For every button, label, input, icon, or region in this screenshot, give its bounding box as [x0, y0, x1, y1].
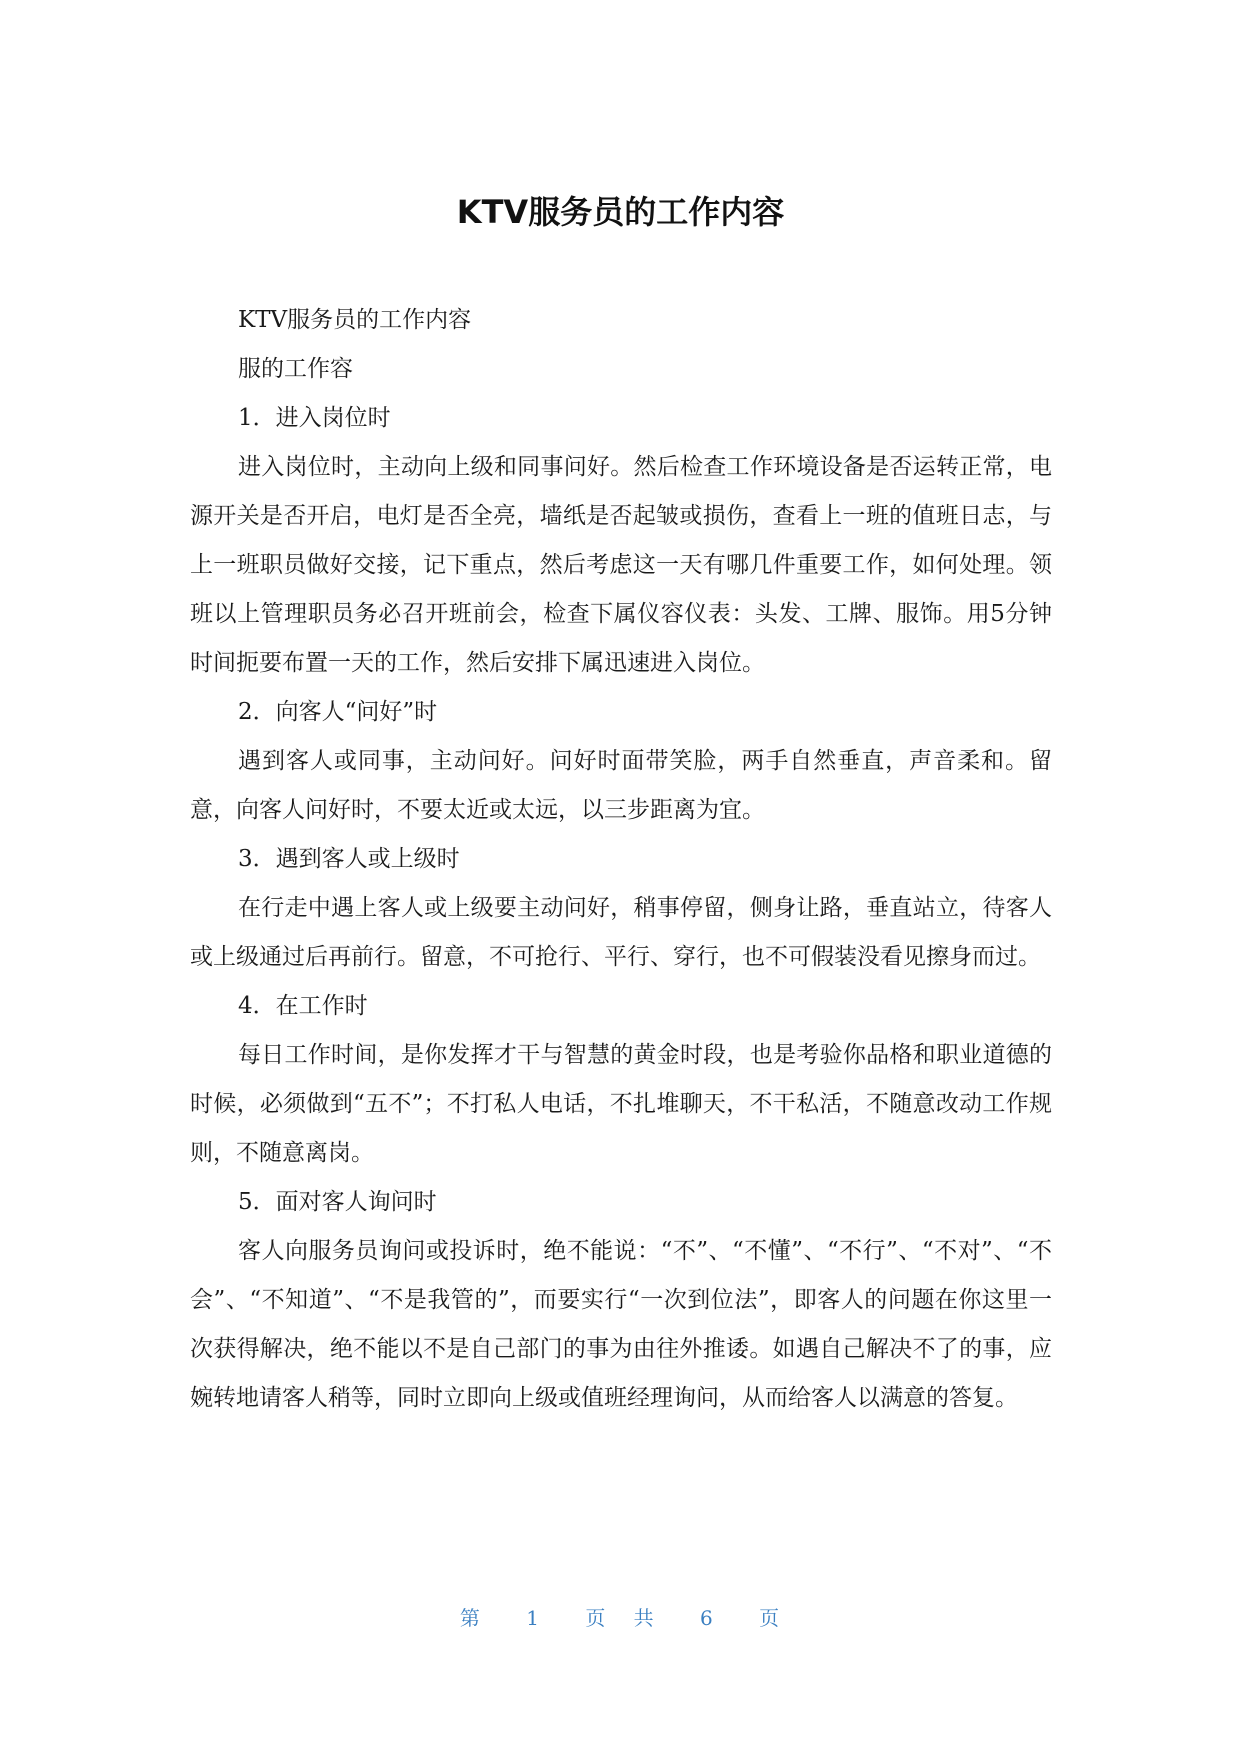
document-body	[190, 296, 1052, 1423]
section-body-5: 客人向服务员询问或投诉时，绝不能说：“不”、“不懂”、“不行”、“不对”、“不会”、“不知道”、“不是我管的”，而要实行“一次到位法”，即客人的问题在你这里一次获得解决，绝不能以不是自己部门的事为由往外推诿。如遇自己解决不了的事，应婉转地请客人稍等，同时立即向上级或值班经理询问，从而给客人以满意的答复。	[190, 1238, 1052, 1411]
paragraph-subheading: 服的工作容	[238, 356, 353, 382]
footer-label-pages: 页	[759, 1606, 782, 1630]
section-heading-3: 3．遇到客人或上级时	[238, 846, 460, 872]
section-body-1: 进入岗位时，主动向上级和同事问好。然后检查工作环境设备是否运转正常，电源开关是否开启，电灯是否全亮，墙纸是否起皱或损伤，查看上一班的值班日志，与上一班职员做好交接，记下重点，然后考虑这一天有哪几件重要工作，如何处理。领班以上管理职员务必召开班前会，检查下属仪容仪表：头发、工牌、服饰。用5分钟时间扼要布置一天的工作，然后安排下属迅速进入岗位。	[190, 454, 1052, 676]
page-footer	[0, 1603, 1241, 1633]
section-heading-1: 1．进入岗位时	[238, 405, 391, 431]
section-body-4: 每日工作时间，是你发挥才干与智慧的黄金时段，也是考验你品格和职业道德的时候，必须做到“五不”；不打私人电话，不扎堆聊天，不干私活，不随意改动工作规则，不随意离岗。	[190, 1042, 1052, 1166]
footer-label-page: 第	[459, 1606, 482, 1630]
section-heading-4: 4．在工作时	[238, 993, 368, 1019]
section-heading-5: 5．面对客人询问时	[238, 1189, 437, 1215]
paragraph-doc-heading: KTV服务员的工作内容	[238, 307, 472, 333]
section-body-2: 遇到客人或同事，主动问好。问好时面带笑脸，两手自然垂直，声音柔和。留意，向客人问好时，不要太近或太远，以三步距离为宜。	[190, 748, 1052, 823]
section-heading-2: 2．向客人“问好”时	[238, 699, 438, 725]
section-body-3: 在行走中遇上客人或上级要主动问好，稍事停留，侧身让路，垂直站立，待客人或上级通过后再前行。留意，不可抢行、平行、穿行，也不可假装没看见擦身而过。	[190, 895, 1052, 970]
page-title: KTV服务员的工作内容	[456, 193, 785, 231]
footer-label-of: 页 共	[585, 1606, 656, 1630]
footer-total-pages: 6	[700, 1606, 715, 1630]
footer-current-page: 1	[526, 1606, 541, 1630]
